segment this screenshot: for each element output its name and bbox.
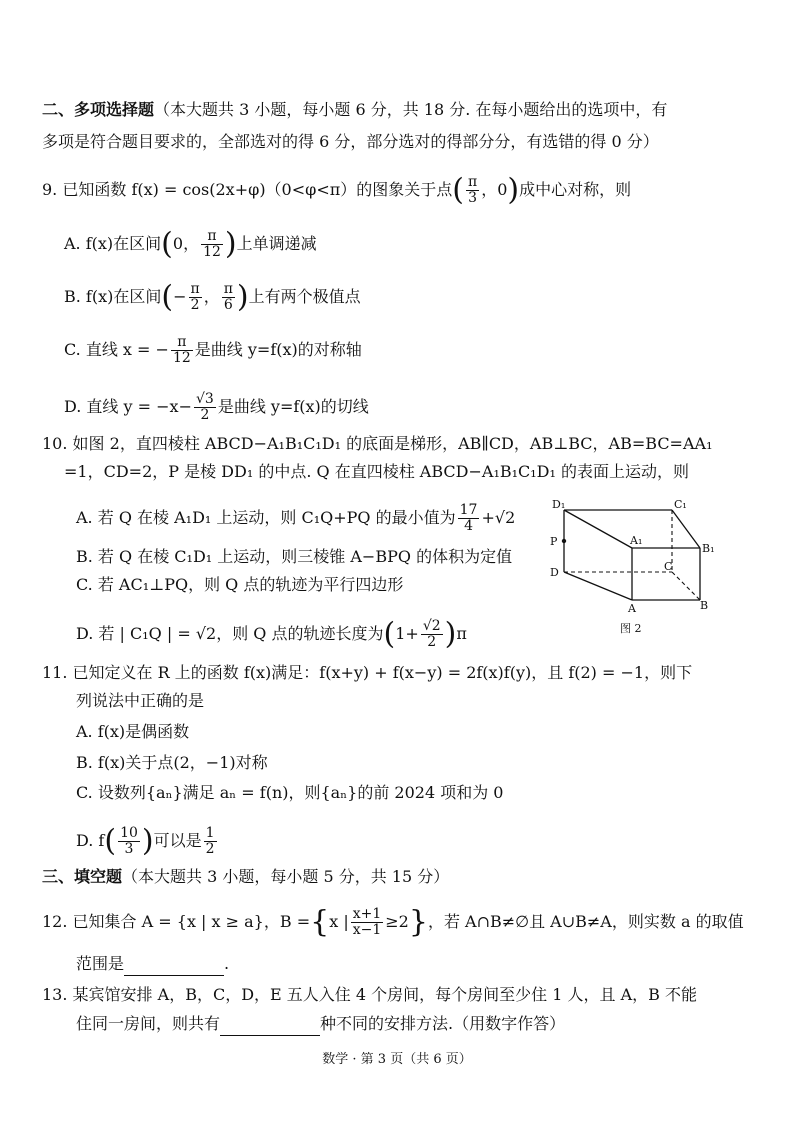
label-p: P [550, 535, 558, 548]
label-d1: D₁ [552, 498, 566, 511]
section2-line1 [42, 99, 667, 121]
section2-heading: 二、多项选择题 [42, 100, 155, 119]
q10-option-a: A. 若 Q 在棱 A₁D₁ 上运动，则 C₁Q+PQ 的最小值为 $\frac{17}{4}$ +√2 [76, 502, 516, 534]
q10-stem-1: 10. 如图 2，直四棱柱 ABCD−A₁B₁C₁D₁ 的底面是梯形，AB∥CD，AB⊥BC，AB=BC=AA₁ [42, 434, 713, 453]
q9-number: 9. [42, 180, 58, 199]
section2-line2: 多项是符合题目要求的，全部选对的得 6 分，部分选对的得部分分，有选错的得 0 分） [42, 132, 659, 151]
q12-answer-blank[interactable] [124, 953, 224, 976]
q10-stem-2: =1，CD=2，P 是棱 DD₁ 的中点. Q 在直四棱柱 ABCD−A₁B₁C₁D₁ 的表面上运动，则 [64, 462, 690, 481]
q9-option-d: D. 直线 y = −x− $\frac{√3}{2}$ 是曲线 y=f(x)的切线 [64, 391, 369, 423]
label-d: D [550, 566, 559, 579]
q13-answer-blank[interactable] [220, 1013, 320, 1036]
figure-caption: 图 2 [620, 622, 642, 635]
q11-stem-1: 11. 已知定义在 R 上的函数 f(x)满足：f(x+y) + f(x−y) = 2f(x)f(y)，且 f(2) = −1，则下 [42, 663, 693, 682]
label-b: B [700, 599, 709, 612]
q12-number: 12. [42, 912, 68, 931]
q9-stem-b: 成中心对称，则 [519, 180, 632, 199]
label-c1: C₁ [674, 498, 687, 511]
page-footer: 数学 · 第 3 页（共 6 页） [322, 1052, 472, 1067]
q13-stem-1: 13. 某宾馆安排 A，B，C，D，E 五人入住 4 个房间，每个房间至少住 1 人，且 A，B 不能 [42, 985, 697, 1004]
q10-option-b: B. 若 Q 在棱 C₁D₁ 上运动，则三棱锥 A−BPQ 的体积为定值 [76, 547, 513, 566]
q11-option-b: B. f(x)关于点(2，−1)对称 [76, 753, 268, 772]
q13-number: 13. [42, 985, 68, 1004]
section3-desc: （本大题共 3 小题，每小题 5 分，共 15 分） [122, 867, 450, 886]
label-a: A [628, 602, 636, 615]
q11-option-c: C. 设数列{aₙ}满足 aₙ = f(n)，则{aₙ}的前 2024 项和为 0 [76, 783, 504, 802]
label-a1: A₁ [630, 534, 643, 547]
q10-number: 10. [42, 434, 68, 453]
q12-answer-line: 范围是 . [76, 953, 229, 976]
q12-stem: 12. 已知集合 A = {x | x ≥ a}，B ={x | $\frac{x+1}{x-1}$ ≥2}，若 A∩B≠∅且 A∪B≠A，则实数 a 的取值 [42, 904, 744, 940]
q9-option-c: C. 直线 x = − $\frac{\pi}{12}$ 是曲线 y=f(x)的对称轴 [64, 334, 362, 366]
q10-prism-figure [540, 496, 720, 638]
q9-stem-a: 已知函数 f(x) = cos(2x+φ)（0<φ<π）的图象关于点 [62, 180, 453, 199]
section3-heading: 三、填空题 [42, 867, 123, 886]
section3-line [42, 866, 449, 888]
q9-point-rest: ，0 [481, 180, 508, 199]
q10-option-c: C. 若 AC₁⊥PQ，则 Q 点的轨迹为平行四边形 [76, 575, 404, 594]
q11-option-a: A. f(x)是偶函数 [76, 722, 190, 741]
q9-stem: 9. 已知函数 f(x) = cos(2x+φ)（0<φ<π）的图象关于点( $\frac{\pi}{3}$ ，0)成中心对称，则 [42, 172, 632, 208]
point-p-marker [562, 539, 566, 543]
q11-number: 11. [42, 663, 68, 682]
q11-stem-2: 列说法中正确的是 [76, 691, 205, 710]
section2-desc-1: （本大题共 3 小题，每小题 6 分，共 18 分. 在每小题给出的选项中，有 [154, 100, 668, 119]
q9-option-b: B. f(x)在区间(− $\frac{\pi}{2}$ ， $\frac{\pi}{6}$ )上有两个极值点 [64, 279, 361, 315]
label-b1: B₁ [702, 542, 715, 555]
q9-point-frac: $\frac{\pi}{3}$ [468, 174, 478, 206]
q13-stem-2: 住同一房间，则共有 种不同的安排方法.（用数字作答） [76, 1013, 565, 1036]
q11-option-d: D. f( $\frac{10}{3}$ )可以是 $\frac{1}{2}$ [76, 823, 215, 859]
q9-option-a: A. f(x)在区间(0， $\frac{\pi}{12}$ )上单调递减 [64, 226, 317, 262]
q10-option-d: D. 若 | C₁Q | = √2，则 Q 点的轨迹长度为(1+ $\frac{√2}{2}$ )π [76, 616, 467, 652]
label-c: C [664, 560, 673, 573]
